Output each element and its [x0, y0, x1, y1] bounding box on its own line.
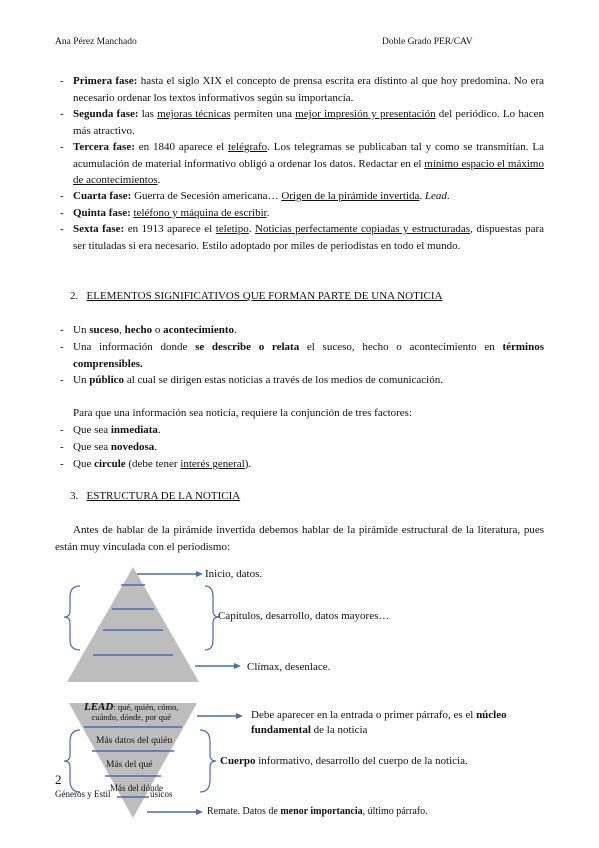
structure-paragraph: Antes de hablar de la pirámide invertida debemos hablar de la pirámide estructural de la literatura, pues están muy vinculada con el periodismo:	[55, 524, 544, 553]
closing-description: Remate. Datos de menor importancia, último párrafo.	[207, 806, 428, 817]
inverted-row-where: Más del dónde	[110, 783, 163, 793]
body-description: Cuerpo informativo, desarrollo del cuerpo de la noticia.	[220, 755, 468, 767]
inverted-row-who: Más datos del quién	[96, 736, 173, 746]
pyramid-label-top: Inicio, datos.	[205, 568, 263, 580]
pyramid-label-middle: Capítulos, desarrollo, datos mayores…	[218, 610, 390, 622]
page-number: 2	[55, 772, 62, 787]
list-item: - Que sea inmediata.	[60, 424, 161, 436]
header-course: Doble Grado PER/CAV	[382, 37, 473, 47]
lead-description: Debe aparecer en la entrada o primer párrafo, es el núcleo fundamental de la noticia	[251, 709, 507, 736]
inverted-row-what: Más del qué	[106, 760, 153, 770]
list-item: - Una información donde se describe o relata el suceso, hecho o acontecimiento en términos comprensibles.	[60, 341, 544, 370]
lead-label: LEAD: qué, quién, cómo, cuándo, dónde, por qué	[84, 701, 179, 722]
list-item: - Primera fase: hasta el siglo XIX el concepto de prensa escrita era distinto al que hoy predomina. No era necesario ordenar los textos informativos según su importancia.	[60, 75, 544, 104]
list-item: - Segunda fase: las mejoras técnicas permiten una mejor impresión y presentación del periódico. Lo hacen más atractivo.	[60, 108, 544, 137]
footer-right: úsicos	[150, 789, 173, 799]
footer-left: Géneros y Estil	[55, 789, 111, 799]
list-item: - Un público al cual se dirigen estas noticias a través de los medios de comunicación.	[60, 374, 443, 386]
list-item: - Que sea novedosa.	[60, 441, 158, 453]
factors-intro: Para que una información sea noticia, requiere la conjunción de tres factores:	[73, 407, 413, 419]
list-item: - Tercera fase: en 1840 aparece el telégrafo. Los telegramas se publicaban tal y como se transmitían. La acumulación de material informativo obligó a ordenar los datos. Redactar en el mínimo espacio el máximo de acontecimientos.	[60, 141, 544, 186]
header-author: Ana Pérez Manchado	[55, 37, 137, 47]
list-item: - Sexta fase: en 1913 aparece el teletipo. Noticias perfectamente copiadas y estructuradas, dispuestas para ser tituladas si era necesario. Estilo adoptado por miles de periodistas en todo el mundo.	[60, 223, 545, 252]
pyramid-label-bottom: Clímax, desenlace.	[247, 661, 331, 673]
list-item: - Que circule (debe tener interés general).	[60, 458, 252, 470]
section-heading: 2. ELEMENTOS SIGNIFICATIVOS QUE FORMAN PARTE DE UNA NOTICIA	[70, 290, 443, 302]
list-item: - Quinta fase: teléfono y máquina de escribir.	[60, 207, 270, 219]
list-item: - Un suceso, hecho o acontecimiento.	[60, 324, 237, 336]
section-heading: 3. ESTRUCTURA DE LA NOTICIA	[70, 490, 241, 502]
list-item: - Cuarta fase: Guerra de Secesión americana… Origen de la pirámide invertida. Lead.	[60, 190, 450, 202]
